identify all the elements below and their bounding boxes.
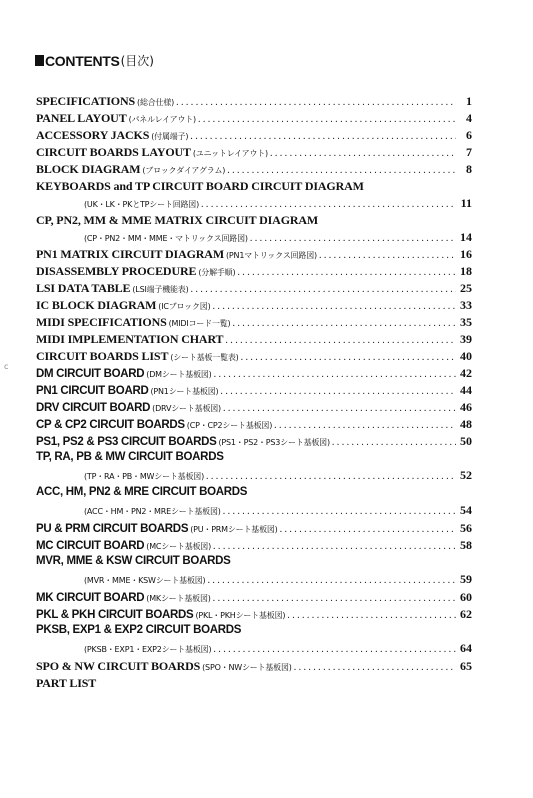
toc-entry-title: IC BLOCK DIAGRAM — [36, 298, 157, 312]
toc-entry-title: MVR, MME & KSW CIRCUIT BOARDS — [36, 555, 231, 567]
dot-leader — [332, 437, 456, 448]
contents-heading — [35, 52, 154, 69]
toc-entry-title: SPECIFICATIONS — [36, 94, 136, 108]
toc-entry-page: 14 — [460, 230, 472, 244]
toc-entry[interactable] — [36, 383, 472, 399]
toc-entry-title: SPO & NW CIRCUIT BOARDS — [36, 659, 201, 673]
dot-leader — [206, 471, 456, 482]
toc-entry-jp: (UK・LK・PKとTPシート回路図) — [84, 200, 200, 209]
toc-entry-title: MIDI IMPLEMENTATION CHART — [36, 332, 224, 346]
toc-entry[interactable] — [36, 349, 472, 365]
toc-entry[interactable] — [36, 521, 472, 537]
toc-entry-jp: (DMシート基板図) — [146, 370, 212, 379]
dot-leader — [241, 352, 456, 363]
toc-entry-jp: (総合仕様) — [137, 98, 175, 107]
toc-entry-page: 6 — [466, 128, 472, 142]
toc-entry[interactable] — [36, 607, 472, 623]
toc-entry[interactable] — [36, 111, 472, 127]
toc-entry-page: 60 — [460, 590, 472, 604]
dot-leader — [191, 284, 456, 295]
toc-entry-title: PANEL LAYOUT — [36, 111, 127, 125]
toc-entry-jp: (ユニットレイアウト) — [192, 149, 268, 158]
toc-entry[interactable] — [36, 145, 472, 161]
dot-leader — [294, 662, 456, 673]
toc-entry-title: CIRCUIT BOARDS LIST — [36, 349, 169, 363]
dot-leader — [213, 593, 456, 604]
toc-entry-heading[interactable] — [36, 179, 472, 195]
toc-entry[interactable] — [36, 417, 472, 433]
toc-entry-page: 16 — [460, 247, 472, 261]
toc-entry-title: BLOCK DIAGRAM — [36, 162, 141, 176]
toc-entry-page: 39 — [460, 332, 472, 346]
dot-leader — [280, 524, 456, 535]
toc-entry-page: 4 — [466, 111, 472, 125]
dot-leader — [190, 131, 456, 142]
toc-entry-jp: (ICブロック図) — [158, 302, 211, 311]
toc-entry[interactable] — [36, 590, 472, 606]
toc-entry-jp: (PN1マトリックス回路図) — [226, 251, 317, 260]
toc-entry-title: PN1 CIRCUIT BOARD — [36, 385, 149, 397]
toc-entry-jp: (SPO・NWシート基板図) — [202, 663, 292, 672]
toc-entry-jp: (CP・CP2シート基板図) — [186, 421, 273, 430]
toc-entry[interactable] — [36, 676, 472, 692]
toc-entry[interactable] — [36, 264, 472, 280]
toc-entry[interactable] — [36, 281, 472, 297]
toc-entry[interactable] — [36, 162, 472, 178]
toc-entry-page: 58 — [460, 538, 472, 552]
dot-leader — [213, 301, 456, 312]
toc-entry-page: 52 — [460, 468, 472, 482]
toc-entry-title: PKL & PKH CIRCUIT BOARDS — [36, 609, 194, 621]
toc-entry-subline[interactable] — [36, 641, 472, 657]
contents-title-jp: (目次) — [120, 54, 154, 68]
toc-entry[interactable] — [36, 366, 472, 382]
toc-entry-title: PART LIST — [36, 676, 97, 690]
toc-entry-page: 7 — [466, 145, 472, 159]
toc-entry-subline[interactable] — [36, 230, 472, 246]
dot-leader — [319, 250, 456, 261]
toc-entry[interactable] — [36, 94, 472, 110]
toc-entry-heading[interactable] — [36, 451, 472, 467]
toc-entry-title: MK CIRCUIT BOARD — [36, 592, 145, 604]
toc-entry-jp: (PU・PRMシート基板図) — [190, 525, 278, 534]
toc-entry-jp: (PKSB・EXP1・EXP2シート基板図) — [84, 645, 212, 654]
toc-entry-jp: (PS1・PS2・PS3シート基板図) — [218, 438, 330, 447]
dot-leader — [214, 369, 456, 380]
toc-entry-heading[interactable] — [36, 624, 472, 640]
contents-title: CONTENTS — [45, 52, 120, 69]
toc-entry-subline[interactable] — [36, 572, 472, 588]
toc-entry-page: 59 — [460, 572, 472, 586]
toc-entry-title: PN1 MATRIX CIRCUIT DIAGRAM — [36, 247, 224, 261]
toc-entry-title: MC CIRCUIT BOARD — [36, 540, 145, 552]
toc-entry-title: MIDI SPECIFICATIONS — [36, 315, 167, 329]
toc-entry-title: DRV CIRCUIT BOARD — [36, 402, 151, 414]
toc-entry-title: PS1, PS2 & PS3 CIRCUIT BOARDS — [36, 436, 217, 448]
toc-entry-jp: (DRVシート基板図) — [152, 404, 221, 413]
dot-leader — [220, 386, 456, 397]
toc-entry-title: PU & PRM CIRCUIT BOARDS — [36, 523, 189, 535]
toc-entry-page: 65 — [460, 659, 472, 673]
toc-entry-page: 44 — [460, 383, 472, 397]
dot-leader — [270, 148, 456, 159]
toc-entry-page: 18 — [460, 264, 472, 278]
toc-entry-page: 40 — [460, 349, 472, 363]
toc-entry[interactable] — [36, 298, 472, 314]
toc-entry-page: 8 — [466, 162, 472, 176]
toc-entry-jp: (MVR・MME・KSWシート基板図) — [84, 576, 206, 585]
toc-entry-jp: (ブロックダイアグラム) — [142, 166, 226, 175]
toc-entry-title: CP & CP2 CIRCUIT BOARDS — [36, 419, 185, 431]
toc-entry-title: ACC, HM, PN2 & MRE CIRCUIT BOARDS — [36, 486, 248, 498]
dot-leader — [237, 267, 456, 278]
toc-entry-title: KEYBOARDS and TP CIRCUIT BOARD CIRCUIT DIAGRAM — [36, 179, 364, 193]
dot-leader — [227, 165, 456, 176]
toc-entry[interactable] — [36, 434, 472, 450]
toc-entry-page: 62 — [460, 607, 472, 621]
toc-entry[interactable] — [36, 128, 472, 144]
dot-leader — [198, 114, 456, 125]
toc-entry[interactable] — [36, 538, 472, 554]
toc-entry-subline[interactable] — [36, 196, 472, 212]
toc-entry-page: 33 — [460, 298, 472, 312]
dot-leader — [201, 199, 456, 210]
dot-leader — [223, 506, 456, 517]
toc-entry-jp: (パネルレイアウト) — [128, 115, 196, 124]
dot-leader — [274, 420, 456, 431]
toc-entry-heading[interactable] — [36, 213, 472, 229]
toc-entry-jp: (付属端子) — [151, 132, 189, 141]
toc-entry[interactable] — [36, 315, 472, 331]
toc-entry-jp: (MCシート基板図) — [146, 542, 212, 551]
toc-entry-jp: (MKシート基板図) — [146, 594, 211, 603]
toc-entry-jp: (シート基板一覧表) — [170, 353, 239, 362]
toc-entry-title: CP, PN2, MM & MME MATRIX CIRCUIT DIAGRAM — [36, 213, 319, 227]
toc-entry-title: ACCESSORY JACKS — [36, 128, 150, 142]
dot-leader — [176, 97, 456, 108]
toc-entry-page: 50 — [460, 434, 472, 448]
toc-entry-jp: (分解手順) — [198, 268, 236, 277]
toc-entry-page: 25 — [460, 281, 472, 295]
dot-leader — [213, 644, 456, 655]
toc-entry-jp: (MIDIコード一覧) — [168, 319, 231, 328]
toc-entry-jp: (TP・RA・PB・MWシート基板図) — [84, 472, 204, 481]
toc-entry-title: PKSB, EXP1 & EXP2 CIRCUIT BOARDS — [36, 624, 242, 636]
toc-entry[interactable] — [36, 400, 472, 416]
toc-entry-subline[interactable] — [36, 468, 472, 484]
toc-entry-page: 64 — [460, 641, 472, 655]
toc-entry-title: DM CIRCUIT BOARD — [36, 368, 145, 380]
dot-leader — [250, 233, 456, 244]
toc-entry-page: 42 — [460, 366, 472, 380]
toc-entry-heading[interactable] — [36, 486, 472, 502]
dot-leader — [287, 610, 456, 621]
black-square-bullet-icon — [35, 55, 44, 66]
toc-entry-title: CIRCUIT BOARDS LAYOUT — [36, 145, 191, 159]
toc-entry[interactable] — [36, 247, 472, 263]
dot-leader — [213, 541, 456, 552]
toc-entry-title: LSI DATA TABLE — [36, 281, 131, 295]
toc-entry[interactable] — [36, 332, 472, 348]
toc-entry-subline[interactable] — [36, 503, 472, 519]
toc-entry-jp: (ACC・HM・PN2・MREシート基板図) — [84, 507, 221, 516]
toc-entry-jp: (PN1シート基板図) — [150, 387, 219, 396]
toc-entry-page: 11 — [460, 196, 472, 210]
toc-entry-page: 54 — [460, 503, 472, 517]
toc-entry-jp: (PKL・PKHシート基板図) — [195, 611, 286, 620]
dot-leader — [232, 318, 456, 329]
toc-entry-page: 46 — [460, 400, 472, 414]
dot-leader — [223, 403, 456, 414]
toc-entry-page: 48 — [460, 417, 472, 431]
dot-leader — [225, 335, 456, 346]
toc-entry-heading[interactable] — [36, 555, 472, 571]
toc-entry-jp: (LSI端子機能表) — [132, 285, 189, 294]
toc-entry-title: TP, RA, PB & MW CIRCUIT BOARDS — [36, 451, 224, 463]
dot-leader — [207, 575, 456, 586]
toc-entry-title: DISASSEMBLY PROCEDURE — [36, 264, 197, 278]
toc-entry-jp: (CP・PN2・MM・MME・マトリックス回路図) — [84, 234, 248, 243]
toc-entry-page: 35 — [460, 315, 472, 329]
scan-mark: c — [4, 362, 9, 371]
toc-entry[interactable] — [36, 659, 472, 675]
toc-entry-page: 56 — [460, 521, 472, 535]
toc-entry-page: 1 — [466, 94, 472, 108]
